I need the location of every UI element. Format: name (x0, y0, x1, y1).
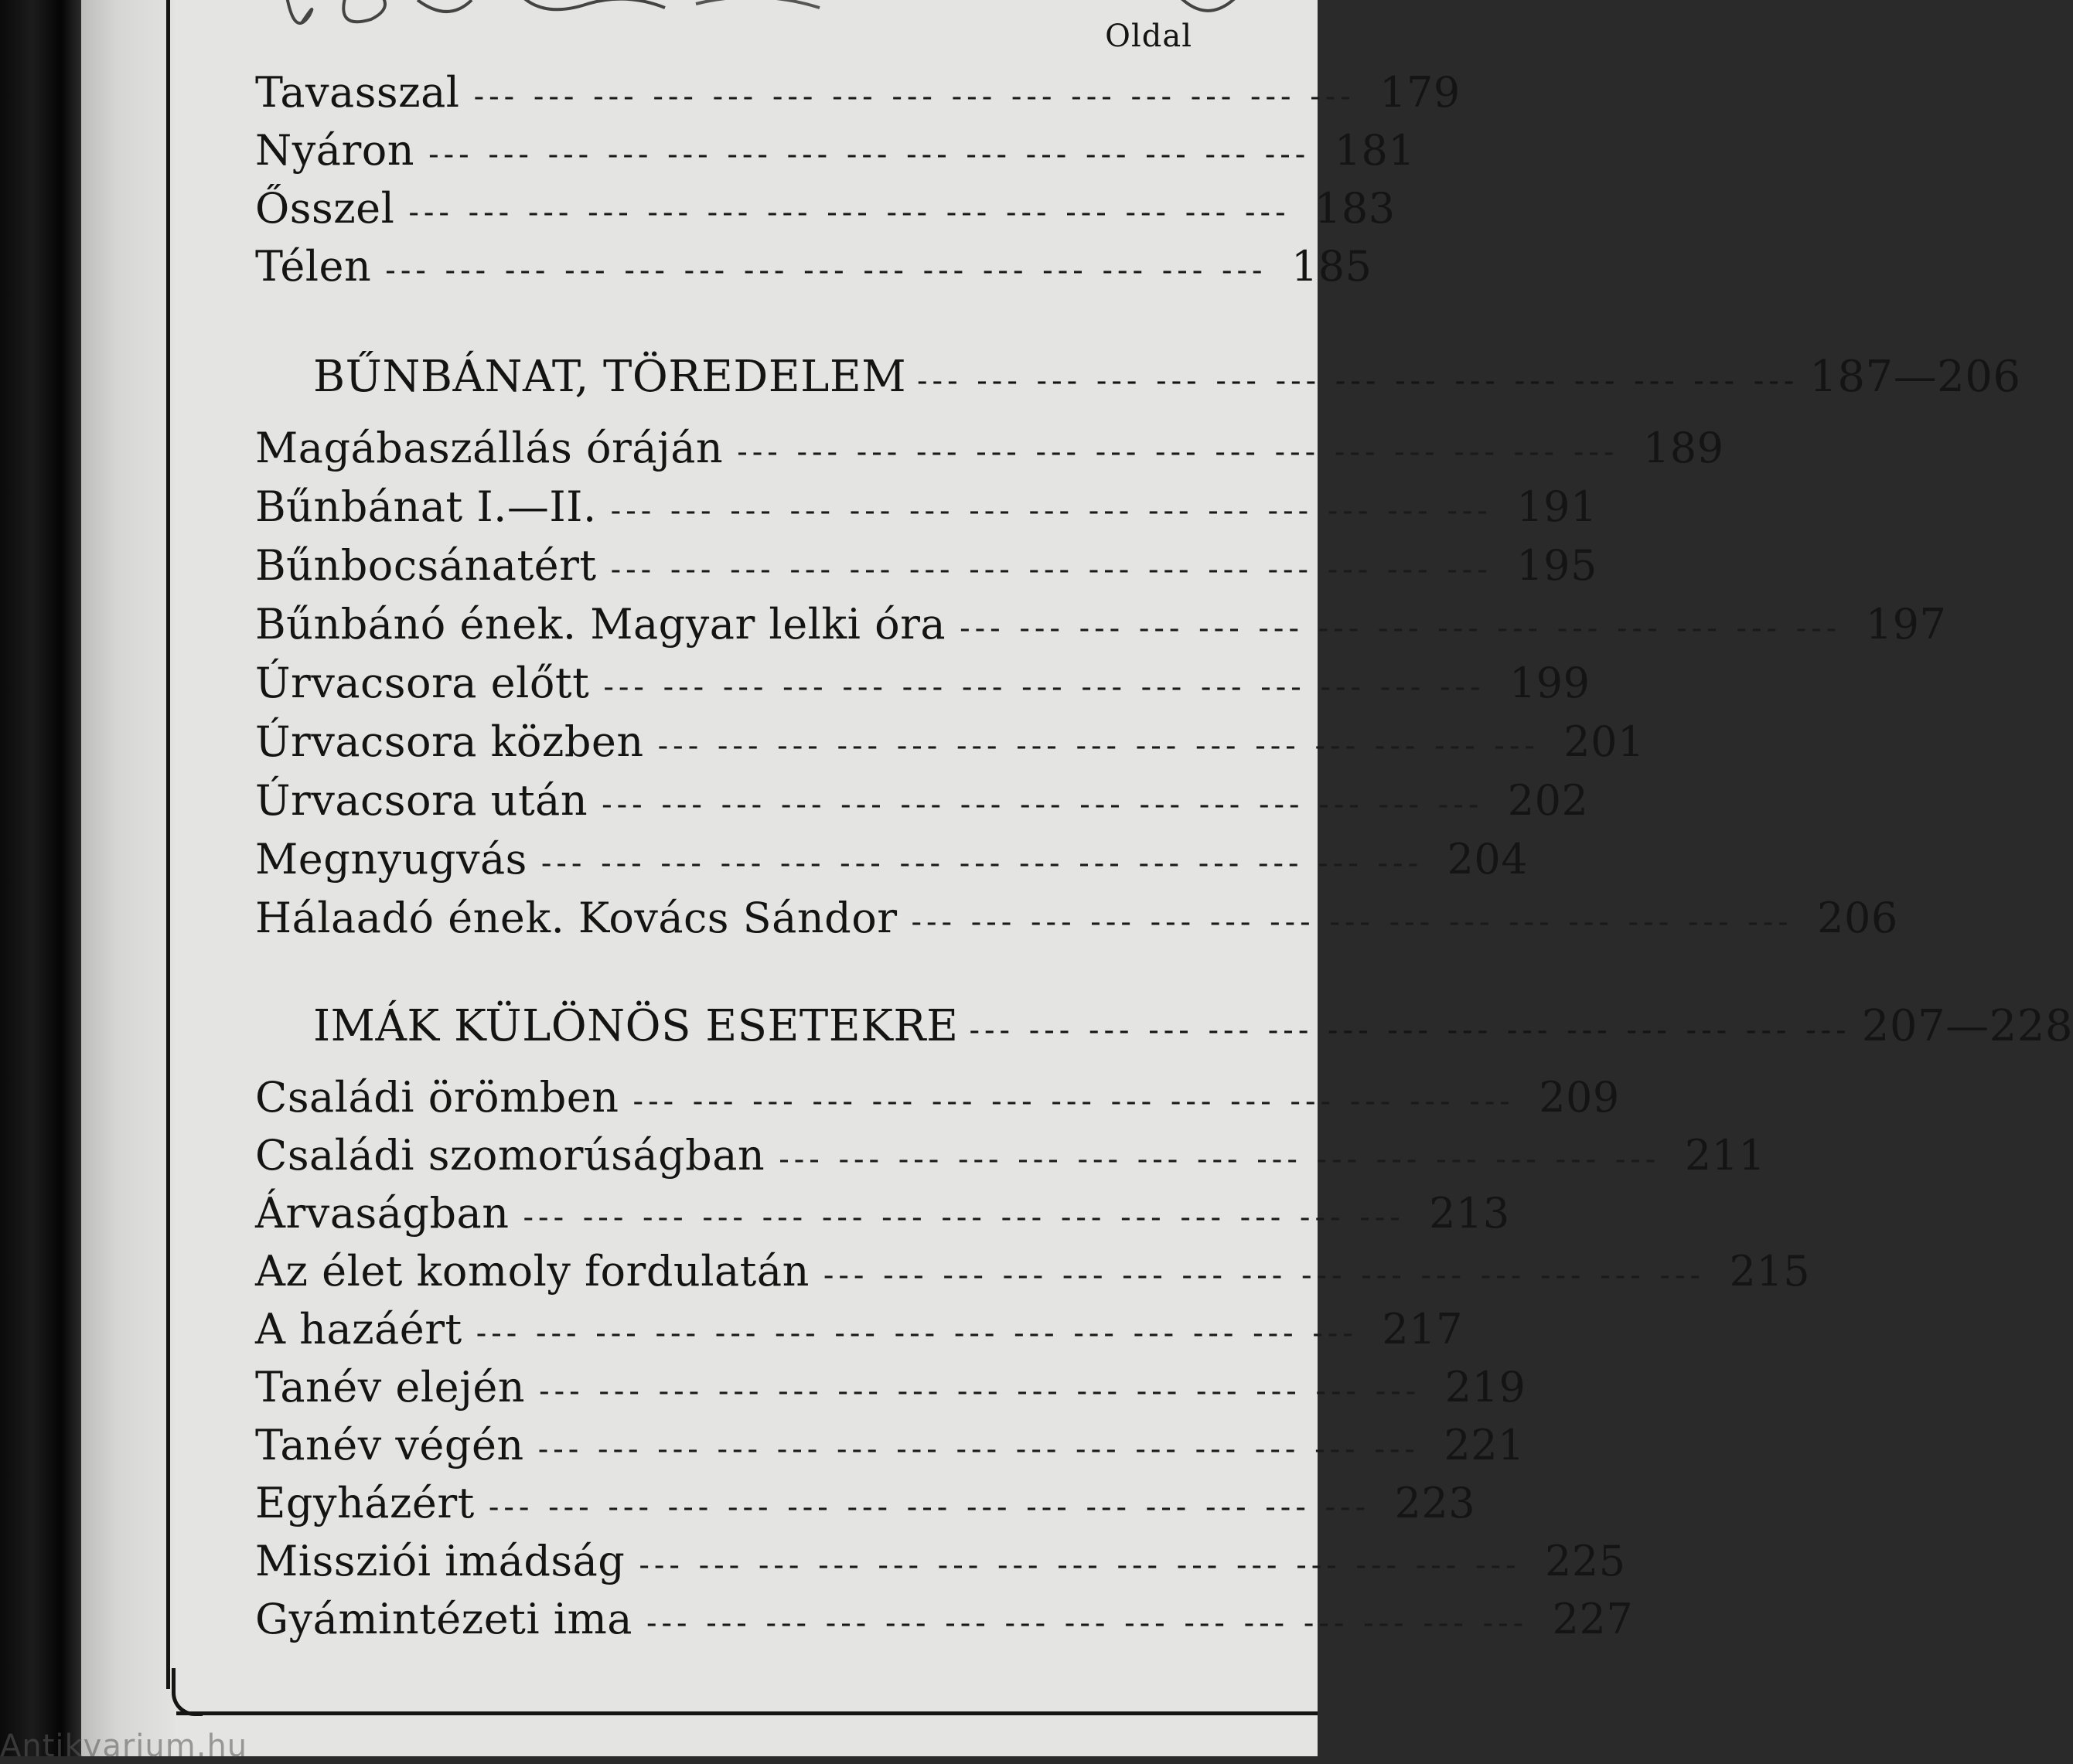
toc-entry (255, 1187, 1510, 1241)
section-heading (313, 999, 2073, 1054)
toc-entry (255, 656, 1591, 710)
toc-entry-title: Úrvacsora után (255, 776, 588, 825)
toc-leader: --- --- --- --- --- --- --- --- --- --- --- --- --- --- --- (632, 1084, 1515, 1119)
toc-leader: --- --- --- --- --- --- --- --- --- --- --- --- --- --- --- (385, 253, 1267, 288)
toc-leader: --- --- --- --- --- --- --- --- --- --- --- --- --- --- --- (779, 1142, 1661, 1177)
toc-entry-title: Árvaságban (255, 1189, 510, 1238)
toc-entry (255, 1534, 1626, 1589)
toc-leader: --- --- --- --- --- --- --- --- --- --- --- --- --- --- --- (911, 904, 1793, 940)
toc-leader: --- --- --- --- --- --- --- --- --- --- --- --- --- --- --- (537, 1432, 1420, 1467)
toc-entry-title: Úrvacsora előtt (255, 659, 590, 707)
toc-entry-title: Tavasszal (255, 68, 460, 117)
toc-entry (255, 182, 1396, 236)
toc-leader: --- --- --- --- --- --- --- --- --- --- --- --- --- --- --- (602, 787, 1484, 822)
toc-entry (255, 715, 1645, 769)
toc-entry-title: Családi szomorúságban (255, 1131, 765, 1180)
toc-entry-page: 202 (1507, 776, 1589, 825)
toc-entry (255, 598, 1947, 652)
toc-entry (255, 1129, 1766, 1183)
toc-leader: --- --- --- --- --- --- --- --- --- --- --- --- --- --- --- (539, 1374, 1421, 1409)
toc-leader: --- --- --- --- --- --- --- --- --- --- --- --- --- --- --- (646, 1606, 1529, 1641)
toc-entry-title: Télen (255, 242, 372, 291)
toc-entry (255, 891, 1898, 945)
toc-entry-page: 223 (1394, 1479, 1476, 1527)
toc-entry-title: Nyáron (255, 126, 415, 175)
toc-entry (255, 1418, 1525, 1473)
section-heading-title: BŰNBÁNAT, TÖREDELEM (313, 352, 907, 402)
toc-entry-title: Megnyugvás (255, 835, 527, 884)
toc-entry-page: 201 (1563, 717, 1645, 766)
toc-entry-page: 185 (1291, 242, 1372, 291)
toc-entry-page: 225 (1545, 1537, 1626, 1585)
toc-entry (255, 480, 1597, 534)
toc-entry (255, 1245, 1811, 1299)
frame-border-left (166, 0, 170, 1689)
toc-leader: --- --- --- --- --- --- --- --- --- --- --- --- --- --- --- (523, 1200, 1405, 1235)
book-binding (0, 0, 81, 1756)
toc-entry (255, 1303, 1463, 1357)
toc-leader: --- --- --- --- --- --- --- --- --- --- --- --- --- --- --- (610, 493, 1492, 529)
toc-entry-title: Missziói imádság (255, 1537, 626, 1585)
toc-leader: --- --- --- --- --- --- --- --- --- --- --- --- --- --- --- (610, 552, 1492, 587)
toc-entry-page: 211 (1684, 1131, 1766, 1180)
toc-entry-page: 183 (1314, 184, 1396, 233)
toc-entry-page: 217 (1382, 1305, 1463, 1354)
toc-leader: --- --- --- --- --- --- --- --- --- --- --- --- --- --- --- (823, 1258, 1706, 1293)
toc-leader: --- --- --- --- --- --- --- --- --- --- --- --- --- --- --- (657, 728, 1539, 764)
toc-entry-title: Bűnbánó ének. Magyar lelki óra (255, 600, 946, 649)
toc-entry-page: 199 (1509, 659, 1591, 707)
toc-entry-page: 227 (1552, 1595, 1634, 1643)
toc-entry-page: 213 (1429, 1189, 1510, 1238)
frame-border-corner (172, 1668, 203, 1716)
toc-entry-page: 179 (1379, 68, 1461, 117)
toc-leader: --- --- --- --- --- --- --- --- --- --- --- --- --- --- --- (737, 434, 1619, 470)
toc-entry (255, 1476, 1476, 1531)
toc-entry-page: 197 (1865, 600, 1947, 649)
toc-leader: --- --- --- --- --- --- --- --- --- --- --- --- --- --- --- (476, 1316, 1358, 1351)
toc-entry-title: Egyházért (255, 1479, 475, 1527)
toc-leader: --- --- --- --- --- --- --- --- --- --- --- --- --- --- --- (960, 611, 1842, 646)
toc-entry-title: Magábaszállás óráján (255, 424, 724, 472)
toc-entry (255, 539, 1597, 593)
toc-leader: --- --- --- --- --- --- --- --- --- --- --- --- --- --- --- (639, 1548, 1521, 1583)
watermark: Antikvarium.hu (0, 1728, 248, 1764)
toc-entry-page: 191 (1516, 482, 1597, 531)
toc-entry-title: Bűnbocsánatért (255, 541, 597, 590)
toc-leader: --- --- --- --- --- --- --- --- --- --- --- --- --- --- --- (540, 846, 1423, 881)
toc-entry (255, 421, 1724, 475)
toc-entry-page: 219 (1444, 1363, 1526, 1412)
toc-entry (255, 1071, 1620, 1125)
toc-entry-page: 209 (1539, 1073, 1620, 1122)
toc-entry-page: 221 (1444, 1421, 1525, 1469)
toc-entry-page: 206 (1817, 894, 1898, 942)
toc-entry-page: 204 (1447, 835, 1529, 884)
toc-leader: --- --- --- --- --- --- --- --- --- --- --- --- --- --- --- (603, 669, 1485, 705)
toc-entry-page: 195 (1516, 541, 1597, 590)
frame-border-bottom (176, 1711, 1318, 1715)
toc-leader: --- --- --- --- --- --- --- --- --- --- --- --- --- --- --- (428, 137, 1311, 172)
toc-leader: --- --- --- --- --- --- --- --- --- --- --- --- --- --- --- (917, 363, 1799, 399)
toc-entry (255, 1592, 1634, 1647)
toc-entry-title: A hazáért (255, 1305, 462, 1354)
toc-entry (255, 833, 1529, 887)
toc-entry-title: Tanév végén (255, 1421, 524, 1469)
section-heading-title: IMÁK KÜLÖNÖS ESETEKRE (313, 1001, 959, 1051)
toc-entry-title: Az élet komoly fordulatán (255, 1247, 810, 1296)
toc-entry (255, 124, 1416, 178)
toc-entry (255, 66, 1461, 120)
page-margin-shadow (81, 0, 174, 1756)
toc-leader: --- --- --- --- --- --- --- --- --- --- --- --- --- --- --- (408, 195, 1291, 230)
toc-entry-title: Gyámintézeti ima (255, 1595, 632, 1643)
toc-entry-title: Ősszel (255, 184, 395, 233)
toc-entry-page: 189 (1642, 424, 1724, 472)
toc-entry (255, 774, 1589, 828)
toc-entry-page: 215 (1729, 1247, 1811, 1296)
column-header-page: Oldal (1105, 19, 1192, 54)
section-heading-pages: 207—228 (1861, 1001, 2073, 1051)
toc-leader: --- --- --- --- --- --- --- --- --- --- --- --- --- --- --- (488, 1490, 1371, 1525)
toc-leader: --- --- --- --- --- --- --- --- --- --- --- --- --- --- --- (969, 1013, 1851, 1048)
toc-entry-title: Családi örömben (255, 1073, 619, 1122)
toc-entry-title: Hálaadó ének. Kovács Sándor (255, 894, 898, 942)
section-heading (313, 349, 2021, 405)
toc-entry (255, 240, 1372, 294)
toc-entry-title: Tanév elején (255, 1363, 526, 1412)
toc-entry-title: Úrvacsora közben (255, 717, 644, 766)
toc-entry-page: 181 (1334, 126, 1416, 175)
section-heading-pages: 187—206 (1809, 352, 2021, 402)
toc-leader: --- --- --- --- --- --- --- --- --- --- --- --- --- --- --- (473, 79, 1355, 114)
toc-entry-title: Bűnbánat I.—II. (255, 482, 597, 531)
toc-entry (255, 1360, 1526, 1415)
